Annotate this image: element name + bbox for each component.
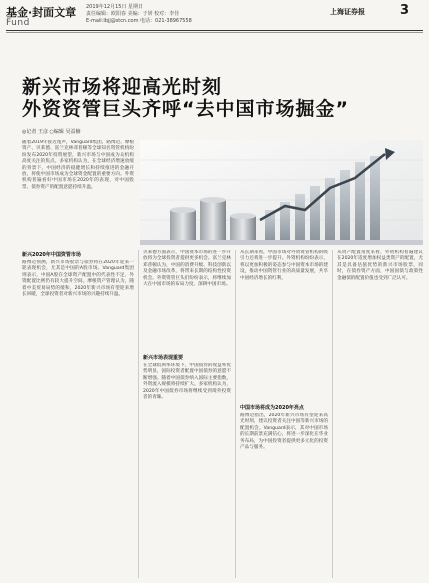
column-divider (235, 250, 236, 578)
byline: ◎记者 王彦 ○编辑 吴益楠 (22, 129, 81, 135)
headline-main: 新兴市场将迎高光时刻 (22, 76, 223, 98)
subhead-3: 中国市场将成为2020年亮点 (240, 405, 304, 411)
column-divider (332, 250, 333, 578)
article-column-7: 从资产配置角度来看，外资机构普遍建议在2020年适度增加权益类资产的配置，尤其是具备估值优势的新兴市场股票。同时，在债券资产方面，中国国债与政策性金融债的配置价值也受到广泛认可。 (337, 250, 423, 281)
issue-info (86, 4, 306, 25)
headline-sub: 外资资管巨头齐呼“去中国市场掘金” (22, 98, 349, 120)
issue-date: 2019年12月15日 星期日 (86, 4, 144, 10)
editors-line: 责任编辑：欧阳春 美编：于妍 校对：李佳 (86, 11, 180, 17)
hero-illustration (140, 140, 423, 245)
page-number: 3 (400, 3, 410, 18)
subhead-1: 新兴2020年中国资管市场 (22, 252, 81, 258)
subhead-2: 新兴市场表现重要 (143, 355, 184, 361)
header-rule (6, 30, 423, 31)
contact-line: E-mail:lbjj@stcn.com 电话：021-38967558 (86, 18, 192, 24)
article-column-4: 在全球低利率环境下，中国债券的收益率优势明显，国际投资者配置中国债券的意愿不断增强。随着中国债券纳入国际主要指数，外资流入规模将持续扩大。多家机构认为，2020年中国债券市场将继续受到境外投资者的青睐。 (143, 363, 231, 401)
header-rule-thin (6, 32, 423, 33)
newspaper-logo: 上海证券报 (330, 8, 365, 16)
column-divider (138, 250, 139, 578)
article-column-6: 路博迈指出，2020年新兴市场有望迎来高光时刻，建议投资者关注中国等新兴市场的配置机会。Vanguard表示，其对中国市场的长期前景充满信心，将进一步深化在华业务布局，为中国投资者提供更多元化的投资产品与服务。 (240, 413, 328, 451)
article-column-2: 路博迈预测，新兴市场股票与债券将在2020年迎来一轮表现机会，尤其是中国的A股市场。Vanguard集团则表示，中国A股在全球资产配置中的代表性不足，外资配置比例仍有较大提升空间。摩根资产管理认为，随着中美贸易局势的缓和，2020年新兴市场有望迎来增长回暖，全球投资者对新兴市场的兴趣持续升温。 (22, 260, 134, 298)
article-column-5: 从长期来看，中国市场对外资资管机构的吸引力还将进一步提升。外资机构纷纷表示，将以更加积极的姿态参与中国资本市场的建设，推动中国资管行业的高质量发展，共享中国经济增长的红利。 (240, 250, 328, 281)
growth-chart-illustration (140, 140, 423, 245)
article-column-3: 贝莱德方面表示，中国资本市场的进一步开放将为全球投资者提供更多机会。富兰克林邓普顿认为，中国的消费升级、科技创新以及金融市场改革，将带来长期的结构性投资机会。外资资管巨头们纷纷表示，将继续加大在中国市场的布局力度，深耕中国市场。 (143, 250, 231, 288)
section-title-en: Fund (6, 18, 30, 28)
section-title: 基金·封面文章 (6, 6, 77, 19)
article-column-1: 随着2019年接近尾声，Vanguard集团、路博迈、摩根资产、贝莱德、富兰克林邓普顿等全球知名资管机构纷纷发布2020年投资展望，新兴市场与中国成为众机构高度关注的焦点。多家机构认为，在全球经济增速放缓的背景下，中国经济的稳健增长和持续推进的金融开放，将使中国市场成为全球资金配置的重要方向。外资机构普遍看好中国市场在2020年的表现，对中国股票、债券资产的配置意愿持续升温。 (22, 140, 134, 190)
